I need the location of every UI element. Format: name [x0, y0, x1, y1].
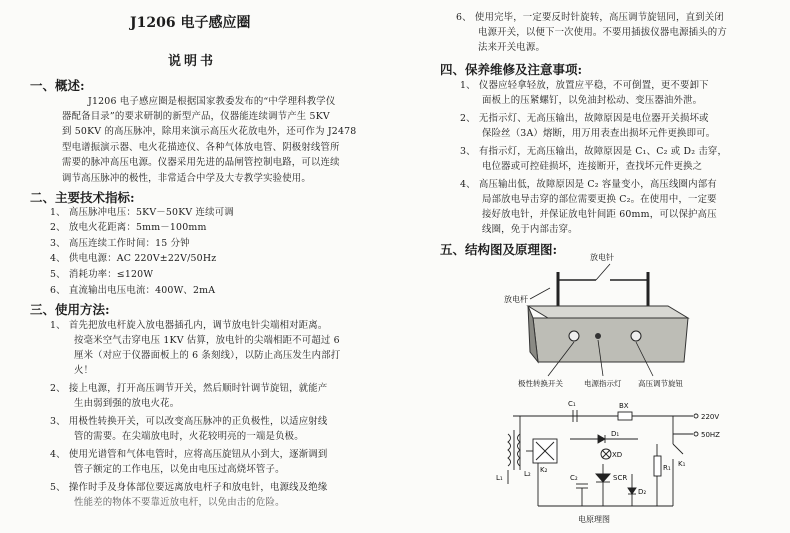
maintenance-item-3-line: 电位器或可控硅损坏，连接断开，查找坏元件更换之 — [482, 161, 703, 172]
section-3-heading: 三、使用方法: — [30, 302, 110, 317]
spec-item: 1、 高压脉冲电压：5KV－50KV 连续可调 — [50, 207, 234, 218]
spec-item: 5、 消耗功率：≤120W — [50, 269, 154, 280]
usage-item-6-line: 6、 使用完毕，一定要反时针旋转，高压调节旋钮同，直到关闭 — [456, 12, 724, 23]
device-structure-illustration — [528, 264, 688, 376]
section-1-heading: 一、概述: — [30, 78, 85, 93]
overview-line-3: 到 50KV 的高压脉冲，除用来演示高压火花放电外，还可作为 J2478 — [62, 126, 357, 137]
usage-item-2-line: 生由弱到强的放电火花。 — [74, 398, 180, 409]
label-k1: K₁ — [678, 460, 686, 468]
usage-item-5-line: 性能差的物体不要靠近放电杆，以免由击的危险。 — [74, 497, 285, 508]
label-l1: L₁ — [496, 474, 503, 482]
label-xd: XD — [612, 451, 623, 459]
maintenance-item-2-line: 保险丝（3A）熔断，用万用表查出损坏元件更换即可。 — [482, 128, 716, 139]
usage-item-1-line: 按毫米空气击穿电压 1KV 估算，放电针的尖端相距不可超过 6 — [74, 335, 340, 346]
section-5-heading: 五、结构图及原理图: — [440, 242, 558, 257]
label-hv-knob: 高压调节旋钮 — [638, 379, 683, 388]
label-scr: SCR — [613, 474, 628, 482]
overview-line-2: 器配备目录”的要求研制的新型产品，仪器能连续调节产生 5KV — [62, 111, 330, 122]
label-d1: D₁ — [611, 430, 620, 438]
overview-line-6: 调节高压脉冲的极性，非常适合中学及大专教学实验使用。 — [62, 173, 311, 184]
usage-item-1-line: 火！ — [74, 365, 94, 376]
overview-line-5: 需要的脉冲高压电源。仪器采用先进的晶闸管控制电路，可以连续 — [62, 157, 340, 168]
maintenance-item-1-line: 面板上的压紧螺钉，以免油封松动、变压器油外泄。 — [482, 95, 703, 106]
label-power-lamp: 电源指示灯 — [584, 379, 622, 388]
label-polarity-switch: 极性转换开关 — [518, 379, 563, 388]
label-k2: K₂ — [540, 466, 548, 474]
spec-item: 4、 供电电源：AC 220V±22V/50Hz — [50, 253, 217, 264]
document-title: J1206 电子感应圈 — [130, 15, 251, 31]
maintenance-item-4-line: 接好放电针，并保证放电针间距 60mm，可以保护高压 — [482, 209, 717, 220]
structure-and-circuit-diagram — [478, 244, 750, 530]
maintenance-item-4-line: 4、 高压输出低，故障原因是 C₂ 容量变小，高压线圈内部有 — [460, 179, 717, 190]
usage-item-6-line: 电源开关，以便下一次使用。不要用插拔仪器电源插头的方 — [478, 27, 727, 38]
label-l2: L₂ — [524, 470, 531, 478]
usage-item-2-line: 2、 接上电源，打开高压调节开关，然后顺时针调节旋钮，就能产 — [50, 383, 328, 394]
spec-item: 3、 高压连续工作时间：15 分钟 — [50, 238, 190, 249]
circuit-schematic — [508, 410, 698, 506]
section-4-heading: 四、保养维修及注意事项: — [440, 62, 583, 77]
usage-item-3-line: 3、 用极性转换开关，可以改变高压脉冲的正负极性，以适应射线 — [50, 416, 328, 427]
maintenance-item-3-line: 3、 有指示灯，无高压输出，故障原因是 C₁、C₂ 或 D₂ 击穿， — [460, 146, 728, 157]
spec-item: 6、 直流输出电压电流：400W、2mA — [50, 285, 216, 296]
maintenance-item-4-line: 局部放电导击穿的部位需要更换 C₂。在使用中，一定要 — [482, 194, 717, 205]
usage-item-4-line: 管子额定的工作电压，以免由电压过高烧坏管子。 — [74, 464, 285, 475]
overview-line-1: J1206 电子感应圈是根据国家教委发布的“中学理科教学仪 — [88, 96, 336, 107]
label-c1: C₁ — [568, 400, 576, 408]
usage-item-1-line: 厘米（对应于仪器面板上的 6 条刻线），以防止高压发生内部打 — [74, 350, 341, 361]
label-d2: D₂ — [638, 488, 647, 496]
usage-item-4-line: 4、 使用光谱管和气体电管时，应将高压旋钮从小到大，逐渐调到 — [50, 449, 328, 460]
overview-line-4: 型电谱振演示器、电火花描迹仪、各种气体放电管、阴极射线管所 — [62, 142, 340, 153]
usage-item-5-line: 5、 操作时手及身体部位要远离放电杆子和放电针，电源线及绝缘 — [50, 482, 328, 493]
label-discharge-needle: 放电针 — [590, 253, 614, 262]
maintenance-item-1-line: 1、 仪器应轻拿轻放，放置应平稳，不可倒置，更不要卸下 — [460, 80, 709, 91]
label-c2: C₂ — [570, 474, 578, 482]
label-bx: BX — [619, 402, 629, 410]
section-2-heading: 二、主要技术指标: — [30, 190, 135, 205]
circuit-caption: 电原理图 — [578, 515, 610, 524]
label-50hz: 50HZ — [701, 431, 720, 439]
label-220v: 220V — [701, 413, 720, 421]
usage-item-1-line: 1、 首先把放电杆旋入放电器插孔内，调节放电针尖端相对距离。 — [50, 320, 328, 331]
maintenance-item-2-line: 2、 无指示灯、无高压输出，故障原因是电位器开关损坏或 — [460, 113, 709, 124]
document-subtitle: 说明书 — [168, 54, 217, 69]
label-r1: R₁ — [663, 464, 671, 472]
maintenance-item-4-line: 线圈，免于内部击穿。 — [482, 224, 578, 235]
usage-item-3-line: 管的需要。在尖端放电时，火花较明亮的一端是负极。 — [74, 431, 304, 442]
usage-item-6-line: 法来开关电源。 — [478, 42, 546, 53]
label-discharge-rod: 放电杆 — [504, 295, 528, 304]
spec-item: 2、 放电火花距离：5mm－100mm — [50, 222, 207, 233]
